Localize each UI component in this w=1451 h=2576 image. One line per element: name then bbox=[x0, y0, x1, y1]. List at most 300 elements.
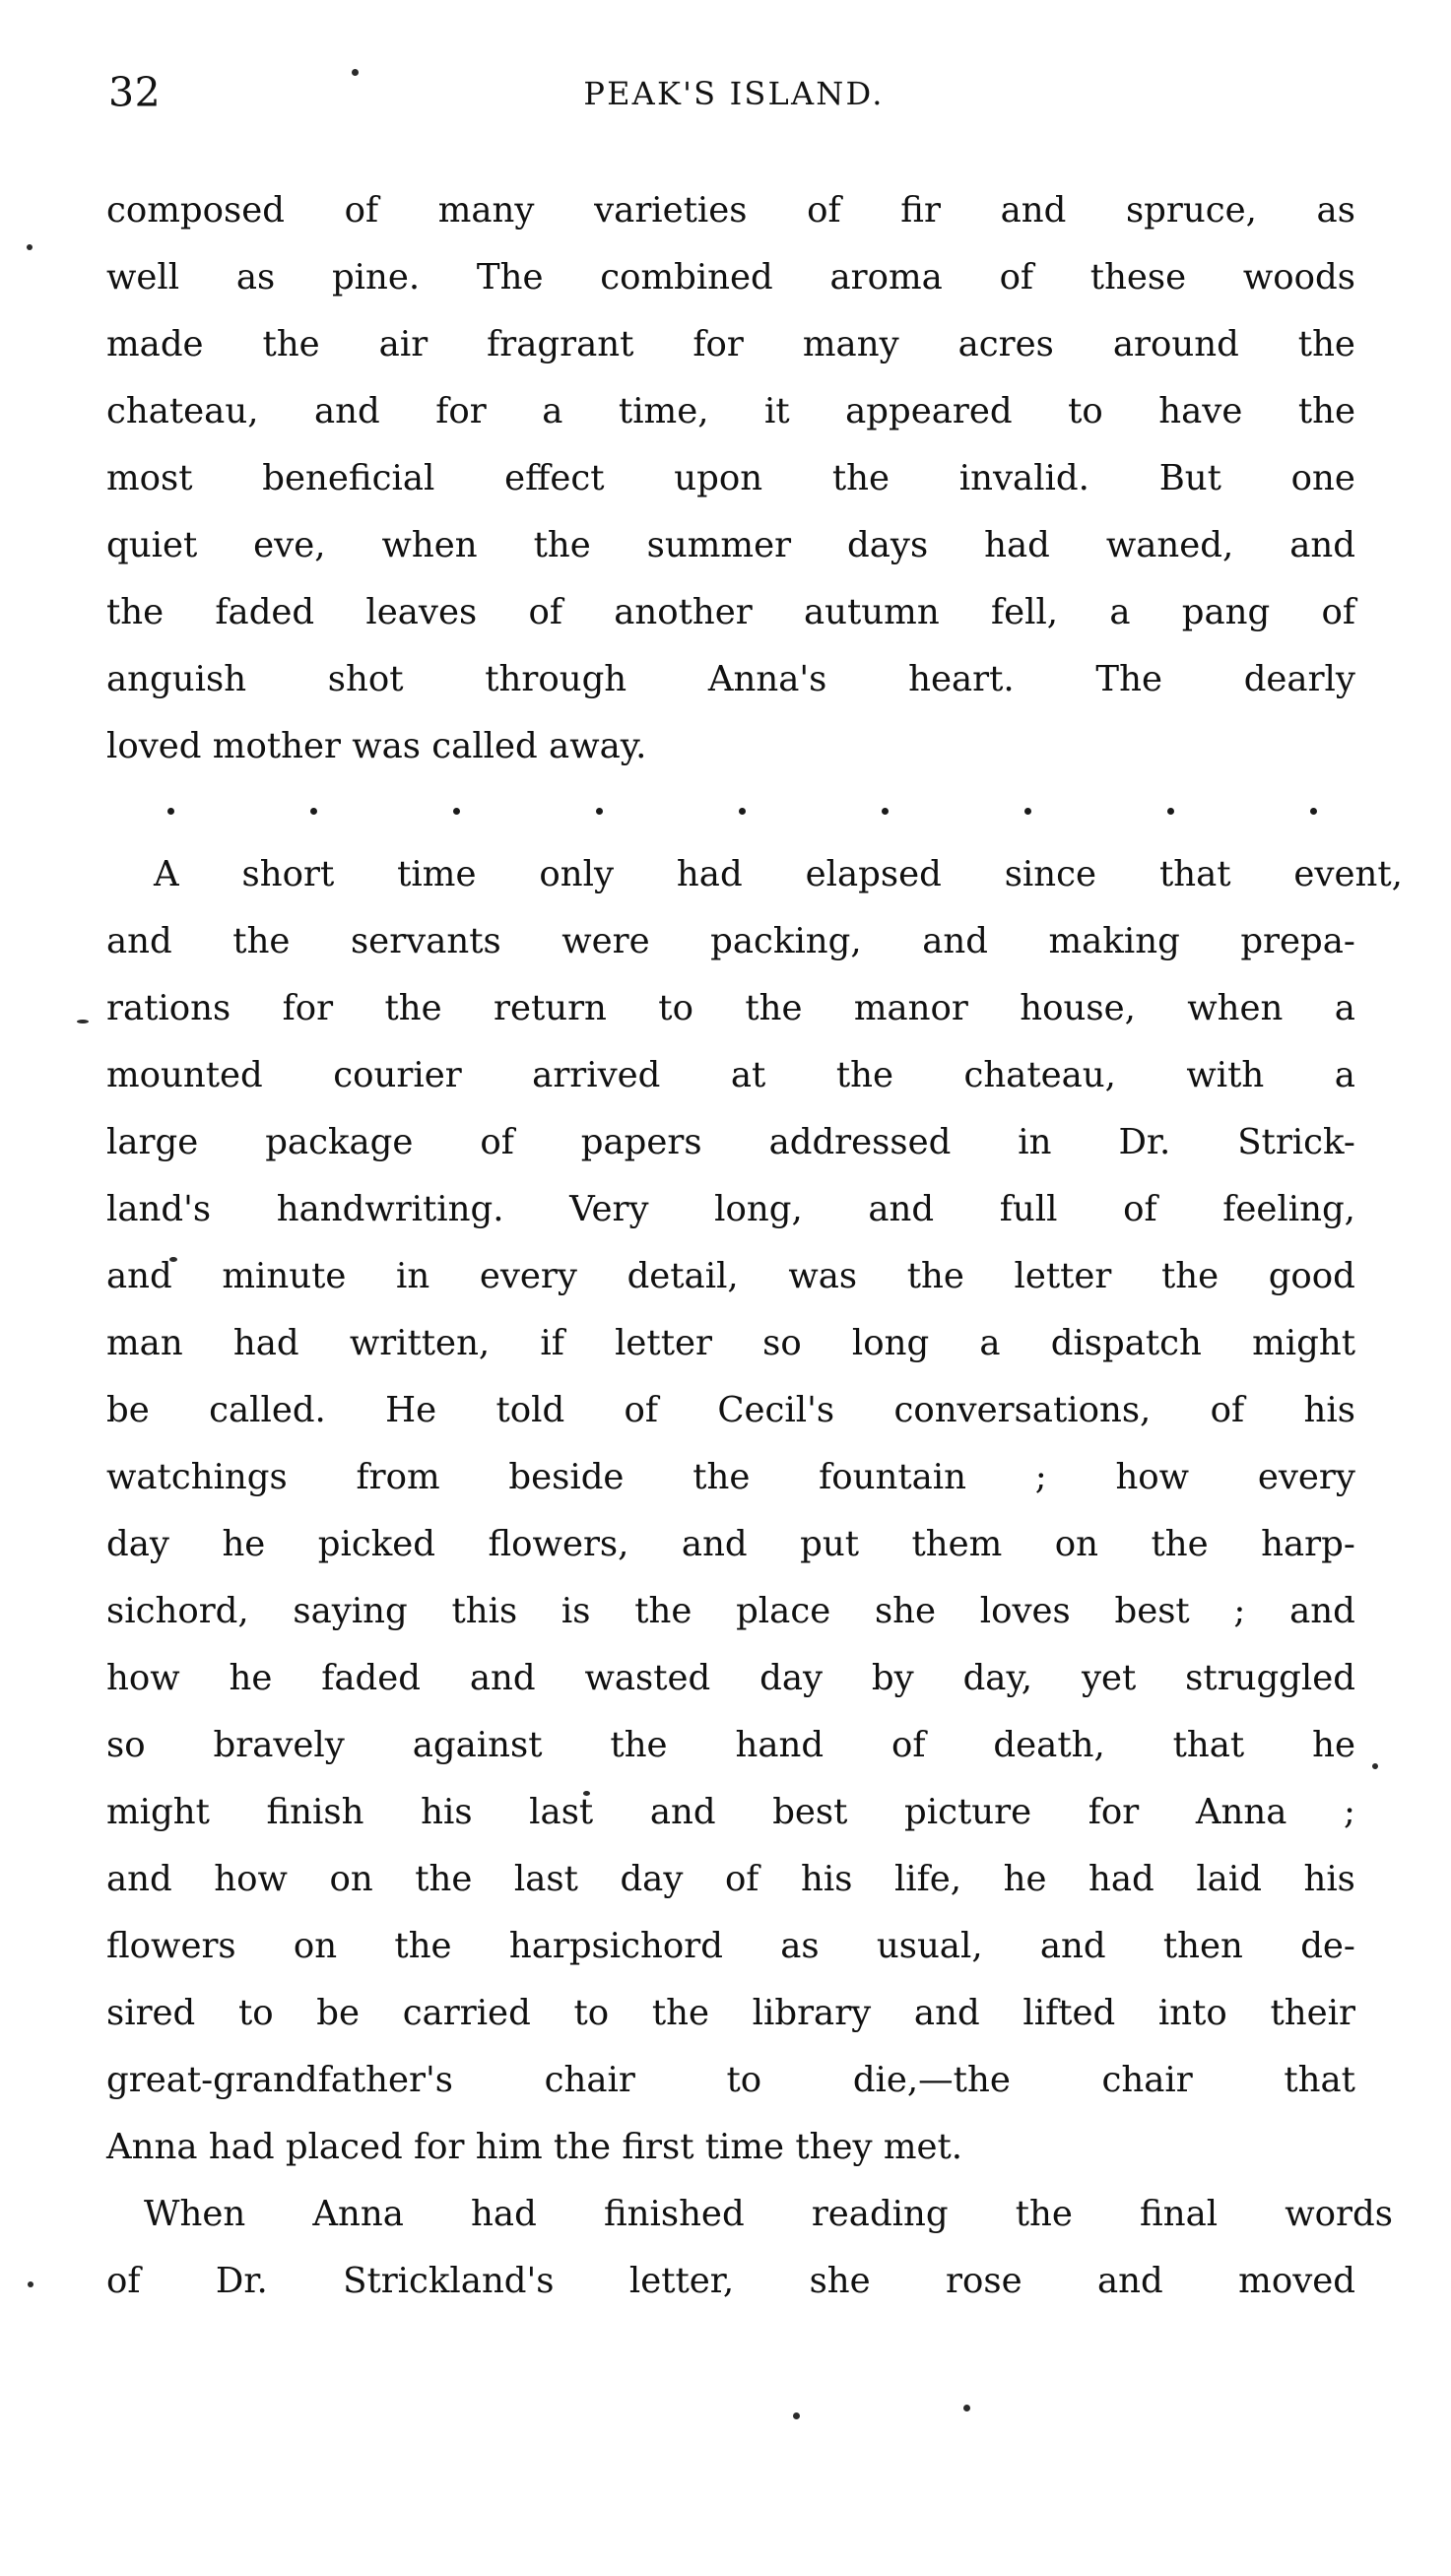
word: of bbox=[106, 2261, 141, 2301]
word: appeared bbox=[845, 391, 1013, 431]
word: beneficial bbox=[262, 458, 435, 498]
word: was bbox=[788, 1256, 858, 1296]
word: waned, bbox=[1105, 525, 1234, 565]
text-line bbox=[106, 1980, 1355, 2047]
word: letter, bbox=[628, 2261, 735, 2301]
word: best bbox=[1114, 1591, 1190, 1631]
word: great-grandfather's bbox=[106, 2060, 453, 2100]
word: dispatch bbox=[1050, 1323, 1202, 1363]
word: the bbox=[415, 1859, 473, 1899]
text-line bbox=[106, 378, 1355, 445]
word: the bbox=[384, 988, 442, 1028]
word: and bbox=[868, 1189, 935, 1229]
ornament-dot bbox=[739, 808, 746, 815]
word: beside bbox=[508, 1457, 625, 1497]
word: be bbox=[316, 1993, 361, 2033]
word: When bbox=[144, 2194, 246, 2234]
page-number: 32 bbox=[108, 69, 162, 116]
word: written, bbox=[349, 1323, 491, 1363]
word: woods bbox=[1242, 257, 1355, 297]
word: best bbox=[772, 1792, 848, 1832]
word: composed bbox=[106, 190, 285, 231]
word: a bbox=[542, 391, 563, 431]
word: the bbox=[651, 1993, 709, 2033]
word: ; bbox=[1233, 1591, 1246, 1631]
word: day, bbox=[962, 1658, 1033, 1698]
word: the bbox=[1015, 2194, 1073, 2234]
word: spruce, bbox=[1125, 190, 1257, 231]
text-line bbox=[106, 713, 1355, 780]
word: upon bbox=[674, 458, 763, 498]
word: chateau, bbox=[106, 391, 259, 431]
word: their bbox=[1270, 1993, 1355, 2033]
word: if bbox=[540, 1323, 564, 1363]
word: the bbox=[610, 1725, 668, 1765]
word: ; bbox=[1344, 1792, 1355, 1832]
word: loves bbox=[979, 1591, 1071, 1631]
text-line bbox=[106, 311, 1355, 378]
word: might bbox=[1252, 1323, 1355, 1363]
word: days bbox=[847, 525, 929, 565]
word: made bbox=[106, 324, 204, 364]
word: shot bbox=[327, 659, 404, 699]
word: packing, bbox=[710, 921, 862, 961]
word: a bbox=[1109, 592, 1131, 632]
word: event, bbox=[1293, 854, 1403, 894]
word: of bbox=[724, 1859, 759, 1899]
word: long bbox=[851, 1323, 930, 1363]
word: servants bbox=[350, 921, 501, 961]
word: reading bbox=[811, 2194, 949, 2234]
word: summer bbox=[646, 525, 792, 565]
word: and bbox=[314, 391, 380, 431]
word: land's bbox=[106, 1189, 212, 1229]
word: fir bbox=[900, 190, 941, 231]
word: put bbox=[800, 1524, 860, 1564]
word: usual, bbox=[876, 1926, 983, 1966]
word: and bbox=[649, 1792, 716, 1832]
word: life, bbox=[893, 1859, 962, 1899]
word: last bbox=[529, 1792, 594, 1832]
word: them bbox=[911, 1524, 1003, 1564]
print-speck bbox=[28, 2281, 33, 2287]
word: finished bbox=[603, 2194, 745, 2234]
word: return bbox=[493, 988, 607, 1028]
word: fell, bbox=[990, 592, 1059, 632]
word: the bbox=[745, 988, 803, 1028]
word: chateau, bbox=[963, 1055, 1116, 1095]
word: Anna bbox=[1195, 1792, 1287, 1832]
word: prepa- bbox=[1240, 921, 1355, 961]
word: the bbox=[634, 1591, 693, 1631]
word: she bbox=[874, 1591, 937, 1631]
word: pang bbox=[1181, 592, 1271, 632]
word: since bbox=[1004, 854, 1097, 894]
word: flowers bbox=[106, 1926, 236, 1966]
word: rose bbox=[946, 2261, 1022, 2301]
print-speck bbox=[1372, 1763, 1378, 1769]
section-break-ornament bbox=[106, 780, 1355, 841]
word: short bbox=[241, 854, 335, 894]
word: sired bbox=[106, 1993, 196, 2033]
text-line bbox=[106, 1310, 1355, 1377]
word: another bbox=[614, 592, 753, 632]
word: He bbox=[385, 1390, 437, 1430]
word: flowers, bbox=[488, 1524, 629, 1564]
word: good bbox=[1268, 1256, 1355, 1296]
word: the bbox=[831, 458, 890, 498]
word: Anna bbox=[312, 2194, 404, 2234]
word: effect bbox=[504, 458, 605, 498]
word: the bbox=[106, 592, 165, 632]
word: Dr. bbox=[215, 2261, 268, 2301]
word: saying bbox=[293, 1591, 408, 1631]
word: against bbox=[412, 1725, 543, 1765]
paragraph bbox=[106, 841, 1403, 2181]
word: that bbox=[1284, 2060, 1355, 2100]
word: detail, bbox=[627, 1256, 739, 1296]
word: to bbox=[237, 1993, 274, 2033]
text-line bbox=[106, 2181, 1393, 2248]
word: long, bbox=[714, 1189, 803, 1229]
word: as bbox=[780, 1926, 820, 1966]
word: picked bbox=[317, 1524, 436, 1564]
word: acres bbox=[957, 324, 1054, 364]
word: letter bbox=[1014, 1256, 1112, 1296]
word: of bbox=[999, 257, 1034, 297]
text-line bbox=[106, 2248, 1355, 2315]
word: many bbox=[802, 324, 899, 364]
ornament-dot bbox=[1167, 808, 1174, 815]
word: manor bbox=[853, 988, 968, 1028]
word: so bbox=[106, 1725, 146, 1765]
word: letter bbox=[615, 1323, 712, 1363]
text-line bbox=[106, 1377, 1355, 1444]
word: of bbox=[891, 1725, 926, 1765]
word: the bbox=[693, 1457, 751, 1497]
word: harpsichord bbox=[508, 1926, 723, 1966]
word: and bbox=[106, 921, 172, 961]
word: to bbox=[726, 2060, 762, 2100]
print-speck bbox=[27, 244, 33, 250]
text-line bbox=[106, 1511, 1355, 1578]
word: many bbox=[437, 190, 535, 231]
word: in bbox=[1018, 1122, 1052, 1162]
word: and bbox=[106, 1859, 172, 1899]
word: every bbox=[479, 1256, 577, 1296]
word: around bbox=[1112, 324, 1239, 364]
word: yet bbox=[1081, 1658, 1137, 1698]
word: final bbox=[1140, 2194, 1219, 2234]
word: and bbox=[922, 921, 988, 961]
word: bravely bbox=[213, 1725, 345, 1765]
running-head bbox=[99, 69, 1369, 128]
word: he bbox=[1312, 1725, 1355, 1765]
word: library bbox=[752, 1993, 872, 2033]
word: conversations, bbox=[893, 1390, 1152, 1430]
word: carried bbox=[402, 1993, 531, 2033]
word: how bbox=[106, 1658, 180, 1698]
line-text: loved mother was called away. bbox=[106, 726, 647, 766]
text-line bbox=[106, 579, 1355, 646]
word: rations bbox=[106, 988, 231, 1028]
word: one bbox=[1290, 458, 1355, 498]
word: picture bbox=[904, 1792, 1032, 1832]
word: words bbox=[1285, 2194, 1393, 2234]
text-line bbox=[106, 1578, 1355, 1645]
word: death, bbox=[993, 1725, 1105, 1765]
word: his bbox=[421, 1792, 473, 1832]
word: The bbox=[1095, 659, 1162, 699]
text-line bbox=[106, 2047, 1355, 2114]
word: and bbox=[469, 1658, 536, 1698]
word: he bbox=[1003, 1859, 1047, 1899]
word: Cecil's bbox=[717, 1390, 835, 1430]
word: of bbox=[1123, 1189, 1157, 1229]
ornament-dot bbox=[596, 808, 603, 815]
word: day bbox=[620, 1859, 684, 1899]
word: have bbox=[1158, 391, 1243, 431]
word: had bbox=[984, 525, 1050, 565]
word: leaves bbox=[365, 592, 478, 632]
word: courier bbox=[333, 1055, 462, 1095]
word: chair bbox=[544, 2060, 635, 2100]
word: place bbox=[736, 1591, 831, 1631]
word: and bbox=[1289, 525, 1355, 565]
word: a bbox=[979, 1323, 1001, 1363]
word: watchings bbox=[106, 1457, 288, 1497]
word: and bbox=[1039, 1926, 1106, 1966]
word: she bbox=[809, 2261, 871, 2301]
word: a bbox=[1334, 1055, 1355, 1095]
text-line bbox=[106, 445, 1355, 512]
word: every bbox=[1257, 1457, 1355, 1497]
word: anguish bbox=[106, 659, 247, 699]
word: the bbox=[533, 525, 591, 565]
word: by bbox=[871, 1658, 914, 1698]
word: full bbox=[999, 1189, 1058, 1229]
paragraph bbox=[106, 2181, 1393, 2315]
ornament-dot bbox=[1310, 808, 1317, 815]
word: is bbox=[561, 1591, 591, 1631]
text-line bbox=[106, 1109, 1355, 1176]
word: But bbox=[1158, 458, 1221, 498]
word: and bbox=[681, 1524, 748, 1564]
word: most bbox=[106, 458, 193, 498]
word: the bbox=[835, 1055, 893, 1095]
word: time, bbox=[618, 391, 709, 431]
paragraph bbox=[106, 177, 1355, 780]
word: through bbox=[485, 659, 627, 699]
word: faded bbox=[215, 592, 315, 632]
line-text: Anna had placed for him the first time they met. bbox=[106, 2127, 963, 2167]
word: to bbox=[1068, 391, 1103, 431]
word: the bbox=[1160, 1256, 1220, 1296]
word: combined bbox=[600, 257, 773, 297]
word: the bbox=[262, 324, 320, 364]
word: varieties bbox=[594, 190, 748, 231]
word: had bbox=[676, 854, 743, 894]
word: of bbox=[1321, 592, 1355, 632]
word: chair bbox=[1101, 2060, 1193, 2100]
word: into bbox=[1157, 1993, 1227, 2033]
text-line bbox=[106, 1444, 1355, 1511]
word: how bbox=[214, 1859, 288, 1899]
word: of bbox=[344, 190, 379, 231]
ornament-dot bbox=[310, 808, 317, 815]
word: of bbox=[528, 592, 562, 632]
word: dearly bbox=[1243, 659, 1355, 699]
word: well bbox=[106, 257, 180, 297]
word: that bbox=[1158, 854, 1231, 894]
word: on bbox=[293, 1926, 338, 1966]
word: had bbox=[232, 1323, 299, 1363]
text-line bbox=[106, 177, 1355, 244]
word: minute bbox=[222, 1256, 347, 1296]
word: A bbox=[154, 854, 179, 894]
word: handwriting. bbox=[276, 1189, 504, 1229]
word: addressed bbox=[768, 1122, 952, 1162]
word: from bbox=[356, 1457, 440, 1497]
word: Anna's bbox=[707, 659, 827, 699]
word: de- bbox=[1300, 1926, 1355, 1966]
word: house, bbox=[1020, 988, 1136, 1028]
print-speck bbox=[77, 1020, 89, 1024]
word: with bbox=[1186, 1055, 1265, 1095]
word: lifted bbox=[1022, 1993, 1116, 2033]
word: wasted bbox=[584, 1658, 711, 1698]
word: and bbox=[913, 1993, 980, 2033]
word: of bbox=[480, 1122, 514, 1162]
word: at bbox=[730, 1055, 766, 1095]
word: it bbox=[764, 391, 790, 431]
ornament-dot bbox=[167, 808, 174, 815]
word: were bbox=[561, 921, 650, 961]
text-line bbox=[106, 2114, 1355, 2181]
word: heart. bbox=[908, 659, 1015, 699]
ornament-dot bbox=[453, 808, 460, 815]
word: moved bbox=[1238, 2261, 1355, 2301]
word: he bbox=[222, 1524, 266, 1564]
word: struggled bbox=[1185, 1658, 1355, 1698]
print-speck bbox=[963, 2405, 970, 2411]
text-line bbox=[106, 646, 1355, 713]
word: he bbox=[229, 1658, 273, 1698]
word: to bbox=[658, 988, 693, 1028]
word: the bbox=[1297, 391, 1355, 431]
text-line bbox=[106, 1712, 1355, 1779]
word: invalid. bbox=[958, 458, 1089, 498]
word: had bbox=[471, 2194, 537, 2234]
word: Dr. bbox=[1118, 1122, 1171, 1162]
word: the bbox=[906, 1256, 964, 1296]
word: Strick- bbox=[1237, 1122, 1355, 1162]
word: the bbox=[232, 921, 291, 961]
word: as bbox=[235, 257, 276, 297]
word: arrived bbox=[532, 1055, 661, 1095]
word: told bbox=[495, 1390, 565, 1430]
page-title: PEAK'S ISLAND. bbox=[583, 75, 885, 112]
word: last bbox=[513, 1859, 578, 1899]
text-line bbox=[106, 975, 1355, 1042]
word: called. bbox=[209, 1390, 326, 1430]
word: when bbox=[1187, 988, 1284, 1028]
word: time bbox=[397, 854, 477, 894]
word: the bbox=[1151, 1524, 1209, 1564]
word: for bbox=[435, 391, 487, 431]
word: The bbox=[476, 257, 544, 297]
word: faded bbox=[321, 1658, 421, 1698]
word: quiet bbox=[106, 525, 198, 565]
word: package bbox=[265, 1122, 414, 1162]
word: when bbox=[381, 525, 478, 565]
word: Very bbox=[569, 1189, 649, 1229]
text-line bbox=[106, 1176, 1355, 1243]
word: eve, bbox=[253, 525, 326, 565]
word: and bbox=[1000, 190, 1067, 231]
word: autumn bbox=[804, 592, 940, 632]
text-line bbox=[106, 1779, 1355, 1846]
word: finish bbox=[266, 1792, 364, 1832]
word: how bbox=[1115, 1457, 1190, 1497]
text-line bbox=[106, 841, 1403, 908]
word: of bbox=[624, 1390, 659, 1430]
word: laid bbox=[1196, 1859, 1262, 1899]
word: fragrant bbox=[487, 324, 634, 364]
text-line bbox=[106, 1913, 1355, 1980]
word: ; bbox=[1034, 1457, 1047, 1497]
word: only bbox=[539, 854, 615, 894]
word: had bbox=[1088, 1859, 1154, 1899]
text-line bbox=[106, 244, 1355, 311]
word: day bbox=[106, 1524, 169, 1564]
word: then bbox=[1162, 1926, 1243, 1966]
print-speck bbox=[793, 2412, 800, 2419]
word: be bbox=[106, 1390, 150, 1430]
word: for bbox=[1088, 1792, 1140, 1832]
ornament-dot bbox=[1024, 808, 1031, 815]
word: elapsed bbox=[805, 854, 942, 894]
word: air bbox=[378, 324, 429, 364]
word: die,—the bbox=[852, 2060, 1011, 2100]
word: and bbox=[1289, 1591, 1355, 1631]
word: that bbox=[1172, 1725, 1245, 1765]
word: pine. bbox=[331, 257, 421, 297]
word: making bbox=[1048, 921, 1180, 961]
word: the bbox=[394, 1926, 452, 1966]
word: this bbox=[451, 1591, 518, 1631]
word: mounted bbox=[106, 1055, 263, 1095]
word: to bbox=[573, 1993, 610, 2033]
text-line bbox=[106, 1243, 1355, 1310]
word: his bbox=[1303, 1859, 1355, 1899]
word: feeling, bbox=[1222, 1189, 1355, 1229]
word: man bbox=[106, 1323, 183, 1363]
word: his bbox=[800, 1859, 853, 1899]
word: on bbox=[329, 1859, 373, 1899]
word: these bbox=[1089, 257, 1187, 297]
body-text bbox=[106, 177, 1403, 2315]
word: of bbox=[1210, 1390, 1245, 1430]
word: as bbox=[1316, 190, 1355, 231]
word: fountain bbox=[819, 1457, 966, 1497]
word: sichord, bbox=[106, 1591, 249, 1631]
word: harp- bbox=[1261, 1524, 1355, 1564]
word: on bbox=[1054, 1524, 1099, 1564]
word: of bbox=[807, 190, 841, 231]
word: a bbox=[1334, 988, 1355, 1028]
word: for bbox=[282, 988, 334, 1028]
